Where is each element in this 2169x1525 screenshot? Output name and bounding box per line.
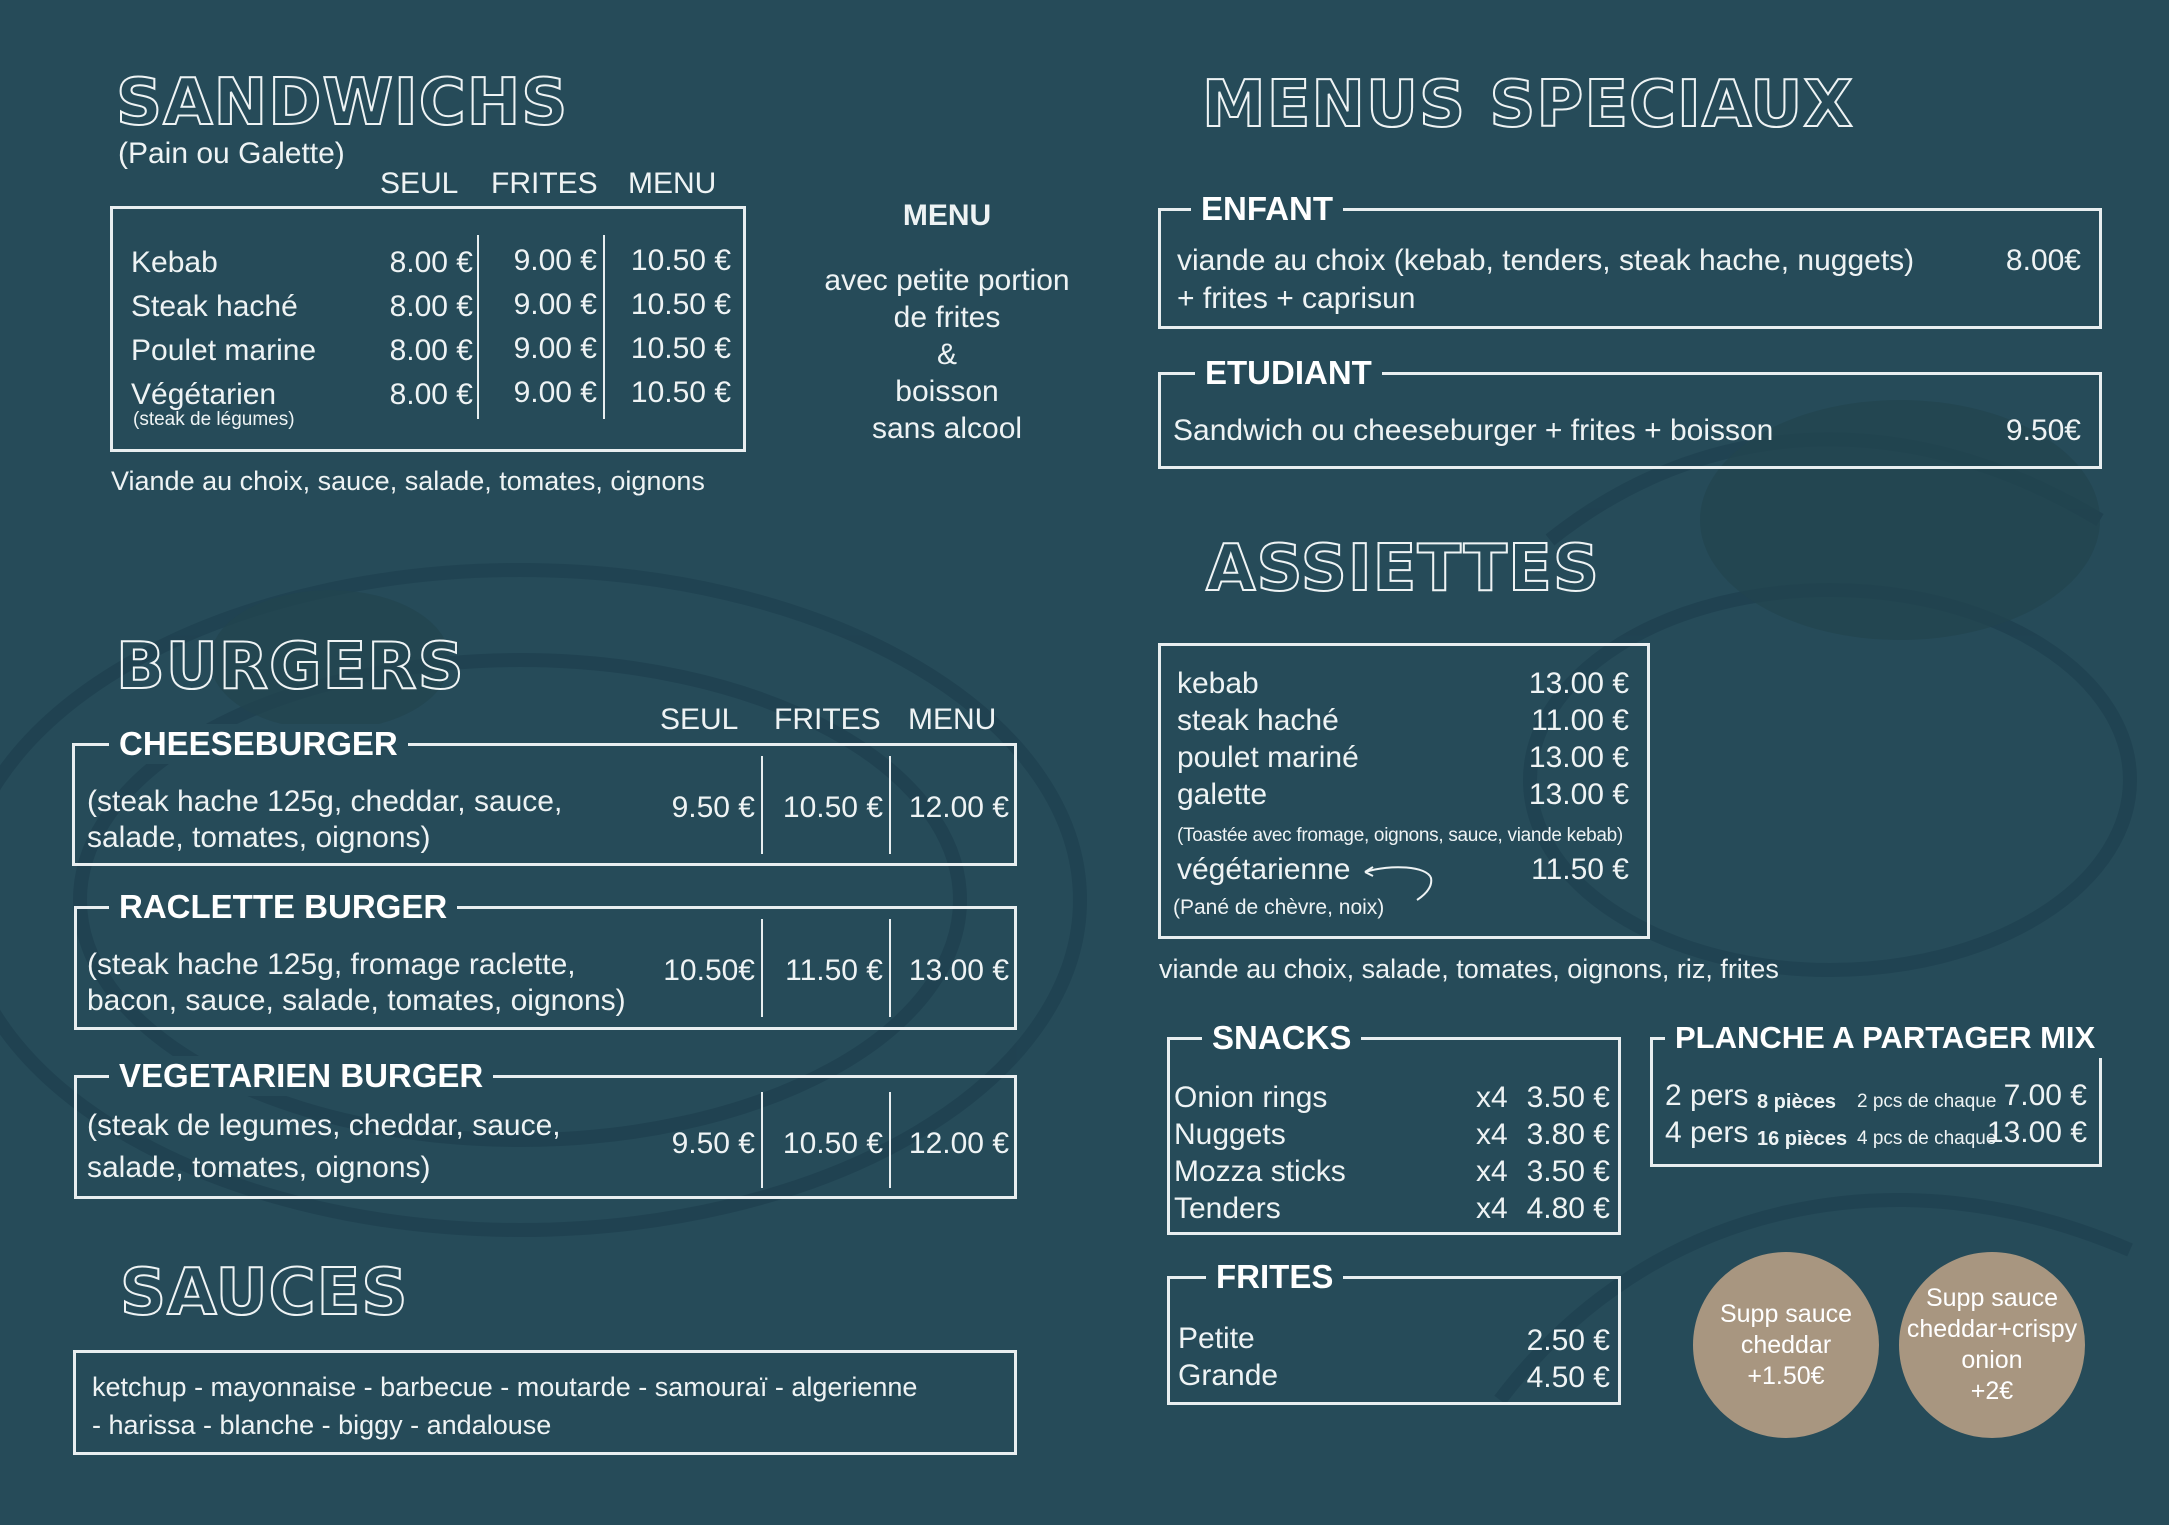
snack-qty: x4: [1476, 1081, 1508, 1114]
planche-price: 13.00 €: [1986, 1116, 2087, 1149]
burger-name: CHEESEBURGER: [109, 724, 408, 764]
menu-info-line: avec petite portion: [824, 264, 1070, 297]
assiettes-box: [1158, 643, 1650, 939]
sandwich-price-menu: 10.50 €: [630, 244, 731, 277]
sandwich-price-frites: 9.00 €: [513, 332, 597, 365]
enfant-line: viande au choix (kebab, tenders, steak hache, nuggets): [1177, 244, 1915, 277]
assiette-name: végétarienne: [1177, 853, 1351, 886]
planche-pieces: 8 pièces: [1757, 1091, 1836, 1113]
divider: [603, 235, 605, 419]
etudiant-price: 9.50€: [2005, 414, 2081, 447]
sandwichs-col-frites: FRITES: [491, 167, 598, 200]
burger-card: [72, 725, 1017, 866]
planche-price: 7.00 €: [2003, 1079, 2087, 1112]
sandwich-price-frites: 9.00 €: [513, 244, 597, 277]
divider: [761, 756, 763, 854]
etudiant-card: [1158, 354, 2102, 469]
planche-detail: 4 pcs de chaque: [1857, 1128, 1997, 1149]
sandwich-note: (steak de légumes): [133, 409, 295, 430]
snacks-title: SNACKS: [1202, 1018, 1361, 1058]
burger-price-menu: 12.00 €: [908, 791, 1009, 824]
snack-qty: x4: [1476, 1192, 1508, 1225]
sandwichs-col-menu: MENU: [628, 167, 717, 200]
assiettes-title: ASSIETTES: [1206, 532, 1600, 606]
assiette-name: steak haché: [1177, 704, 1339, 737]
snacks-box: [1167, 1019, 1621, 1235]
burger-desc: (steak de legumes, cheddar, sauce,: [87, 1109, 561, 1142]
frites-price: 4.50 €: [1526, 1361, 1610, 1394]
frites-title: FRITES: [1206, 1257, 1343, 1297]
sandwich-price-seul: 8.00 €: [389, 334, 473, 367]
sandwichs-table: [110, 206, 746, 452]
burger-card: [74, 888, 1017, 1030]
frites-box: [1167, 1258, 1621, 1405]
enfant-card: [1158, 190, 2102, 329]
assiette-name: galette: [1177, 778, 1268, 811]
etudiant-line: Sandwich ou cheeseburger + frites + boisson: [1173, 414, 1774, 447]
badge-line: Supp sauce: [1925, 1284, 2059, 1312]
badge-line: +2€: [1970, 1377, 2014, 1405]
burger-price-seul: 10.50€: [663, 954, 755, 987]
snack-qty: x4: [1476, 1118, 1508, 1151]
menu-info-line: &: [936, 338, 957, 371]
assiette-price: 13.00 €: [1528, 667, 1629, 700]
burger-card: [74, 1057, 1017, 1199]
sauces-box: [73, 1350, 1017, 1455]
sandwich-name: Kebab: [131, 246, 218, 279]
supp-cheddar-crispy-badge: [1899, 1252, 2085, 1438]
sandwich-price-seul: 8.00 €: [389, 378, 473, 411]
divider: [477, 235, 479, 419]
burger-desc: salade, tomates, oignons): [87, 1151, 431, 1184]
burgers-col-menu: MENU: [908, 703, 997, 736]
menu-info-line: boisson: [895, 375, 999, 408]
enfant-line: + frites + caprisun: [1177, 282, 1416, 315]
badge-line: +1.50€: [1747, 1361, 1825, 1390]
planche-box: [1650, 1020, 2102, 1167]
frites-name: Petite: [1178, 1322, 1255, 1355]
sandwichs-title: SANDWICHS: [116, 66, 569, 140]
assiette-name: poulet mariné: [1177, 741, 1359, 774]
vegetarienne-note: (Pané de chèvre, noix): [1173, 896, 1385, 919]
menus-speciaux-title: MENUS SPECIAUX: [1202, 68, 1854, 142]
etudiant-title: ETUDIANT: [1195, 353, 1382, 393]
assiette-price: 11.00 €: [1531, 704, 1629, 737]
burgers-col-frites: FRITES: [774, 703, 881, 736]
sandwich-name: Poulet marine: [131, 334, 317, 367]
snack-name: Tenders: [1174, 1192, 1281, 1225]
galette-note: (Toastée avec fromage, oignons, sauce, viande kebab): [1177, 825, 1623, 846]
snack-qty: x4: [1476, 1155, 1508, 1188]
enfant-price: 8.00€: [2005, 244, 2081, 277]
menu-info-line: sans alcool: [871, 412, 1023, 445]
planche-pieces: 16 pièces: [1757, 1128, 1848, 1150]
planche-detail: 2 pcs de chaque: [1857, 1091, 1997, 1112]
burger-desc: salade, tomates, oignons): [87, 821, 431, 854]
menu-info-text: [797, 262, 1097, 447]
assiette-price: 13.00 €: [1528, 741, 1629, 774]
burger-price-frites: 10.50 €: [782, 791, 883, 824]
burger-price-menu: 13.00 €: [908, 954, 1009, 987]
sauces-line: - harissa - blanche - biggy - andalouse: [92, 1410, 552, 1440]
sandwichs-footnote: Viande au choix, sauce, salade, tomates, oignons: [111, 466, 705, 496]
sandwich-price-frites: 9.00 €: [513, 376, 597, 409]
badge-line: cheddar+crispy: [1906, 1315, 2078, 1343]
planche-pers: 4 pers: [1665, 1116, 1749, 1149]
frites-price: 2.50 €: [1526, 1324, 1610, 1357]
badge-line: onion: [1961, 1346, 2023, 1374]
snack-price: 4.80 €: [1526, 1192, 1610, 1225]
burger-price-seul: 9.50 €: [671, 791, 755, 824]
sandwichs-col-seul: SEUL: [380, 167, 459, 200]
sandwich-name: Végétarien: [131, 378, 277, 411]
assiette-name: kebab: [1177, 667, 1259, 700]
burgers-title: BURGERS: [116, 630, 465, 704]
burger-price-seul: 9.50 €: [671, 1127, 755, 1160]
sandwichs-subtitle: (Pain ou Galette): [118, 137, 345, 170]
divider: [761, 1092, 763, 1188]
snack-name: Mozza sticks: [1174, 1155, 1346, 1188]
badge-line: Supp sauce: [1719, 1299, 1853, 1328]
sandwich-price-menu: 10.50 €: [630, 376, 731, 409]
planche-pers: 2 pers: [1665, 1079, 1749, 1112]
menu-info-line: de frites: [893, 301, 1001, 334]
sandwich-price-seul: 8.00 €: [389, 290, 473, 323]
supp-cheddar-badge: [1693, 1252, 1879, 1438]
enfant-title: ENFANT: [1191, 189, 1343, 229]
sandwich-price-seul: 8.00 €: [389, 246, 473, 279]
burger-desc: (steak hache 125g, cheddar, sauce,: [87, 785, 563, 818]
burger-desc: bacon, sauce, salade, tomates, oignons): [87, 984, 626, 1017]
sandwich-name: Steak haché: [131, 290, 298, 323]
divider: [761, 919, 763, 1017]
badge-line: cheddar: [1740, 1330, 1832, 1359]
snack-name: Nuggets: [1174, 1118, 1286, 1151]
burger-name: RACLETTE BURGER: [109, 887, 457, 927]
divider: [889, 919, 891, 1017]
sauces-title: SAUCES: [120, 1256, 409, 1330]
snack-price: 3.80 €: [1526, 1118, 1610, 1151]
frites-name: Grande: [1178, 1359, 1279, 1392]
assiette-price: 13.00 €: [1528, 778, 1629, 811]
burger-desc: (steak hache 125g, fromage raclette,: [87, 948, 576, 981]
sandwich-price-frites: 9.00 €: [513, 288, 597, 321]
sandwich-price-menu: 10.50 €: [630, 288, 731, 321]
burger-price-frites: 10.50 €: [782, 1127, 883, 1160]
divider: [889, 756, 891, 854]
snack-price: 3.50 €: [1526, 1081, 1610, 1114]
burger-price-frites: 11.50 €: [785, 954, 883, 987]
snack-name: Onion rings: [1174, 1081, 1328, 1114]
snack-price: 3.50 €: [1526, 1155, 1610, 1188]
sauces-line: ketchup - mayonnaise - barbecue - moutarde - samouraï - algerienne: [92, 1372, 918, 1402]
planche-title: PLANCHE A PARTAGER MIX: [1665, 1018, 2105, 1058]
assiettes-footnote: viande au choix, salade, tomates, oignons, riz, frites: [1159, 954, 1779, 984]
sandwich-price-menu: 10.50 €: [630, 332, 731, 365]
burger-name: VEGETARIEN BURGER: [109, 1056, 493, 1096]
burger-price-menu: 12.00 €: [908, 1127, 1009, 1160]
menu-info-title: MENU: [902, 199, 992, 232]
burgers-col-seul: SEUL: [660, 703, 739, 736]
divider: [889, 1092, 891, 1188]
assiette-price: 11.50 €: [1531, 853, 1629, 886]
